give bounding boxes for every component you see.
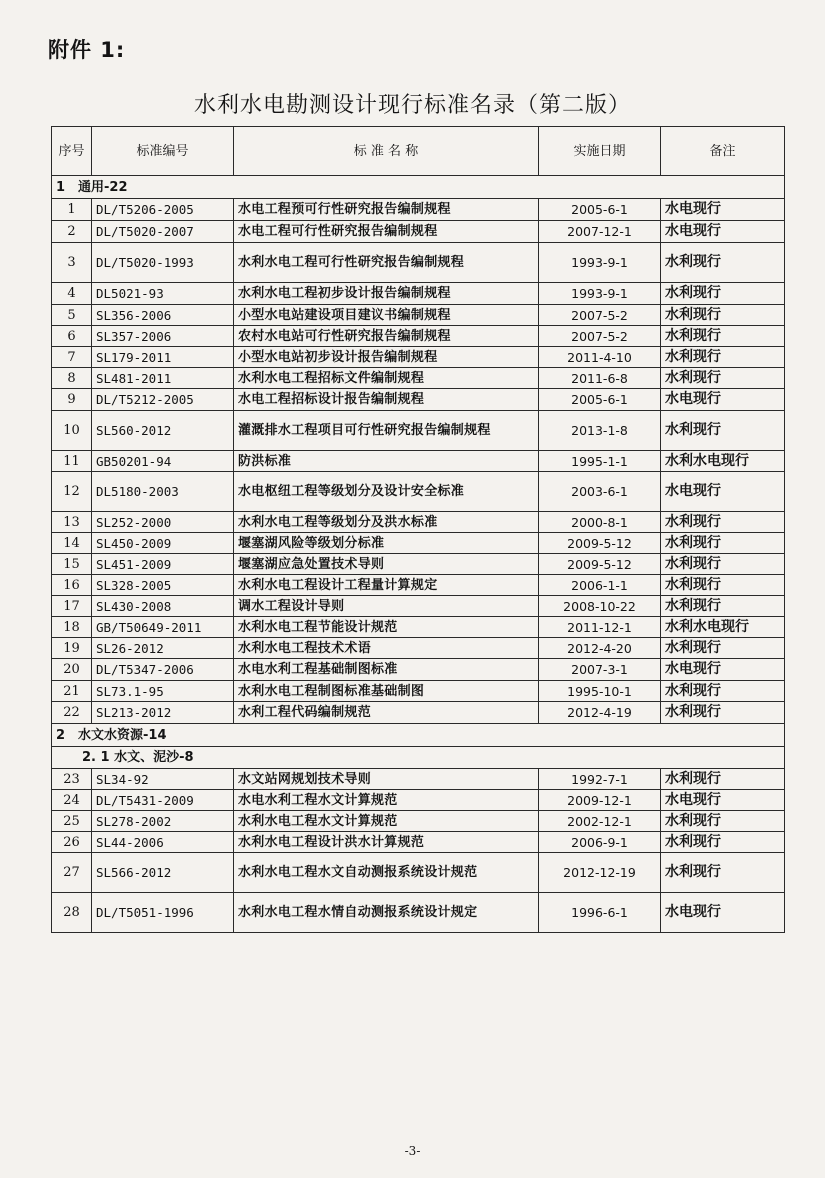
standard-code: SL328-2005 [92, 575, 234, 596]
effective-date: 2012-4-19 [539, 702, 661, 724]
remark: 水利现行 [661, 596, 785, 617]
table-row [52, 411, 785, 451]
header-code: 标准编号 [92, 127, 234, 176]
effective-date: 2011-6-8 [539, 368, 661, 389]
standard-code: GB/T50649-2011 [92, 617, 234, 638]
effective-date: 2007-5-2 [539, 305, 661, 326]
remark: 水利水电现行 [661, 451, 785, 472]
table-row [52, 347, 785, 368]
document-title: 水利水电勘测设计现行标准名录（第二版） [193, 93, 631, 118]
row-index: 4 [52, 283, 92, 305]
row-index: 14 [52, 533, 92, 554]
section-row [52, 176, 785, 199]
standard-name: 堰塞湖应急处置技术导则 [234, 554, 539, 575]
standard-code: DL/T5020-2007 [92, 221, 234, 243]
remark: 水利现行 [661, 326, 785, 347]
section-number: 2 [56, 727, 66, 743]
effective-date: 2006-1-1 [539, 575, 661, 596]
standard-code: SL26-2012 [92, 638, 234, 659]
standard-name: 堰塞湖风险等级划分标准 [234, 533, 539, 554]
remark: 水利现行 [661, 533, 785, 554]
table-row [52, 893, 785, 933]
effective-date: 2007-3-1 [539, 659, 661, 681]
remark: 水利现行 [661, 832, 785, 853]
standard-code: SL73.1-95 [92, 681, 234, 702]
row-index: 15 [52, 554, 92, 575]
attachment-label: 附件 1: [48, 38, 126, 62]
effective-date: 2011-12-1 [539, 617, 661, 638]
row-index: 21 [52, 681, 92, 702]
row-index: 2 [52, 221, 92, 243]
row-index: 19 [52, 638, 92, 659]
remark: 水利现行 [661, 853, 785, 893]
effective-date: 2000-8-1 [539, 512, 661, 533]
effective-date: 2012-12-19 [539, 853, 661, 893]
table-row [52, 575, 785, 596]
standard-code: SL44-2006 [92, 832, 234, 853]
row-index: 16 [52, 575, 92, 596]
standard-code: SL179-2011 [92, 347, 234, 368]
row-index: 5 [52, 305, 92, 326]
standard-name: 水电水利工程水文计算规范 [234, 790, 539, 811]
subsection-label: 2. 1 水文、泥沙-8 [52, 747, 785, 769]
table-row [52, 681, 785, 702]
effective-date: 2005-6-1 [539, 199, 661, 221]
standard-name: 水电枢纽工程等级划分及设计安全标准 [234, 472, 539, 512]
remark: 水电现行 [661, 199, 785, 221]
standard-code: SL560-2012 [92, 411, 234, 451]
standard-name: 水电工程可行性研究报告编制规程 [234, 221, 539, 243]
standard-name: 水电水利工程基础制图标准 [234, 659, 539, 681]
remark: 水利现行 [661, 368, 785, 389]
effective-date: 2007-5-2 [539, 326, 661, 347]
row-index: 10 [52, 411, 92, 451]
remark: 水电现行 [661, 472, 785, 512]
table-row [52, 702, 785, 724]
row-index: 3 [52, 243, 92, 283]
standard-name: 防洪标准 [234, 451, 539, 472]
standard-name: 水利水电工程招标文件编制规程 [234, 368, 539, 389]
table-row [52, 769, 785, 790]
table-row [52, 368, 785, 389]
header-date: 实施日期 [539, 127, 661, 176]
table-row [52, 659, 785, 681]
row-index: 11 [52, 451, 92, 472]
standard-name: 调水工程设计导则 [234, 596, 539, 617]
remark: 水电现行 [661, 221, 785, 243]
remark: 水利现行 [661, 681, 785, 702]
standard-name: 水利水电工程初步设计报告编制规程 [234, 283, 539, 305]
remark: 水利现行 [661, 811, 785, 832]
standard-code: SL356-2006 [92, 305, 234, 326]
remark: 水利现行 [661, 769, 785, 790]
standard-code: DL/T5431-2009 [92, 790, 234, 811]
table-row [52, 451, 785, 472]
table-row [52, 472, 785, 512]
effective-date: 1993-9-1 [539, 243, 661, 283]
standard-code: SL566-2012 [92, 853, 234, 893]
effective-date: 2003-6-1 [539, 472, 661, 512]
standard-name: 水利水电工程可行性研究报告编制规程 [234, 243, 539, 283]
effective-date: 2009-5-12 [539, 554, 661, 575]
table-row [52, 533, 785, 554]
standard-name: 水利水电工程水文自动测报系统设计规范 [234, 853, 539, 893]
effective-date: 2005-6-1 [539, 389, 661, 411]
row-index: 22 [52, 702, 92, 724]
remark: 水利现行 [661, 243, 785, 283]
table-row [52, 832, 785, 853]
table-row [52, 283, 785, 305]
standard-name: 水利工程代码编制规范 [234, 702, 539, 724]
standard-code: SL450-2009 [92, 533, 234, 554]
standard-code: SL481-2011 [92, 368, 234, 389]
remark: 水电现行 [661, 389, 785, 411]
effective-date: 2009-12-1 [539, 790, 661, 811]
row-index: 26 [52, 832, 92, 853]
table-row [52, 853, 785, 893]
row-index: 28 [52, 893, 92, 933]
table-row [52, 512, 785, 533]
standard-code: SL357-2006 [92, 326, 234, 347]
table-row [52, 305, 785, 326]
remark: 水利现行 [661, 283, 785, 305]
row-index: 9 [52, 389, 92, 411]
standard-name: 水利水电工程制图标准基础制图 [234, 681, 539, 702]
effective-date: 2007-12-1 [539, 221, 661, 243]
effective-date: 1993-9-1 [539, 283, 661, 305]
remark: 水电现行 [661, 893, 785, 933]
standard-name: 灌溉排水工程项目可行性研究报告编制规程 [234, 411, 539, 451]
row-index: 13 [52, 512, 92, 533]
table-row [52, 221, 785, 243]
remark: 水利现行 [661, 638, 785, 659]
section-label: 水文水资源-14 [78, 727, 167, 743]
standard-code: DL/T5020-1993 [92, 243, 234, 283]
row-index: 8 [52, 368, 92, 389]
remark: 水利现行 [661, 554, 785, 575]
row-index: 25 [52, 811, 92, 832]
subsection-row [52, 747, 785, 769]
standard-code: SL278-2002 [92, 811, 234, 832]
effective-date: 2008-10-22 [539, 596, 661, 617]
effective-date: 2006-9-1 [539, 832, 661, 853]
table-row [52, 638, 785, 659]
effective-date: 1996-6-1 [539, 893, 661, 933]
standard-name: 水利水电工程水情自动测报系统设计规定 [234, 893, 539, 933]
remark: 水利水电现行 [661, 617, 785, 638]
effective-date: 2012-4-20 [539, 638, 661, 659]
page-number: -3- [404, 1144, 421, 1158]
remark: 水利现行 [661, 702, 785, 724]
section-number: 1 [56, 179, 66, 195]
table-row [52, 617, 785, 638]
table-row [52, 389, 785, 411]
standard-code: DL/T5347-2006 [92, 659, 234, 681]
header-name: 标 准 名 称 [234, 127, 539, 176]
row-index: 1 [52, 199, 92, 221]
standard-name: 水利水电工程节能设计规范 [234, 617, 539, 638]
row-index: 27 [52, 853, 92, 893]
section-label: 通用-22 [78, 179, 128, 195]
standard-code: SL34-92 [92, 769, 234, 790]
row-index: 18 [52, 617, 92, 638]
effective-date: 1995-1-1 [539, 451, 661, 472]
standard-name: 水电工程招标设计报告编制规程 [234, 389, 539, 411]
standard-code: DL/T5212-2005 [92, 389, 234, 411]
standard-name: 水电工程预可行性研究报告编制规程 [234, 199, 539, 221]
standard-code: SL451-2009 [92, 554, 234, 575]
row-index: 6 [52, 326, 92, 347]
row-index: 7 [52, 347, 92, 368]
effective-date: 2002-12-1 [539, 811, 661, 832]
effective-date: 2009-5-12 [539, 533, 661, 554]
row-index: 17 [52, 596, 92, 617]
row-index: 12 [52, 472, 92, 512]
standard-code: DL5180-2003 [92, 472, 234, 512]
standard-name: 水利水电工程技术术语 [234, 638, 539, 659]
standard-code: SL252-2000 [92, 512, 234, 533]
standard-name: 水利水电工程等级划分及洪水标准 [234, 512, 539, 533]
standard-name: 小型水电站建设项目建议书编制规程 [234, 305, 539, 326]
standard-code: DL/T5206-2005 [92, 199, 234, 221]
table-row [52, 790, 785, 811]
standard-name: 水利水电工程水文计算规范 [234, 811, 539, 832]
standard-code: DL/T5051-1996 [92, 893, 234, 933]
header-index: 序号 [52, 127, 92, 176]
effective-date: 1992-7-1 [539, 769, 661, 790]
remark: 水利现行 [661, 575, 785, 596]
table-row [52, 554, 785, 575]
standard-code: SL430-2008 [92, 596, 234, 617]
remark: 水利现行 [661, 305, 785, 326]
standard-code: DL5021-93 [92, 283, 234, 305]
standard-code: SL213-2012 [92, 702, 234, 724]
table-header-row [52, 127, 785, 176]
row-index: 23 [52, 769, 92, 790]
standard-code: GB50201-94 [92, 451, 234, 472]
standard-name: 水利水电工程设计洪水计算规范 [234, 832, 539, 853]
header-note: 备注 [661, 127, 785, 176]
row-index: 20 [52, 659, 92, 681]
effective-date: 1995-10-1 [539, 681, 661, 702]
standard-name: 水利水电工程设计工程量计算规定 [234, 575, 539, 596]
section-row [52, 724, 785, 747]
table-row [52, 326, 785, 347]
remark: 水利现行 [661, 512, 785, 533]
remark: 水利现行 [661, 411, 785, 451]
effective-date: 2011-4-10 [539, 347, 661, 368]
row-index: 24 [52, 790, 92, 811]
standard-name: 小型水电站初步设计报告编制规程 [234, 347, 539, 368]
standard-name: 水文站网规划技术导则 [234, 769, 539, 790]
table-row [52, 243, 785, 283]
table-row [52, 199, 785, 221]
table-row [52, 596, 785, 617]
remark: 水电现行 [661, 659, 785, 681]
effective-date: 2013-1-8 [539, 411, 661, 451]
remark: 水利现行 [661, 347, 785, 368]
remark: 水电现行 [661, 790, 785, 811]
table-row [52, 811, 785, 832]
standard-name: 农村水电站可行性研究报告编制规程 [234, 326, 539, 347]
standards-table [51, 126, 785, 933]
